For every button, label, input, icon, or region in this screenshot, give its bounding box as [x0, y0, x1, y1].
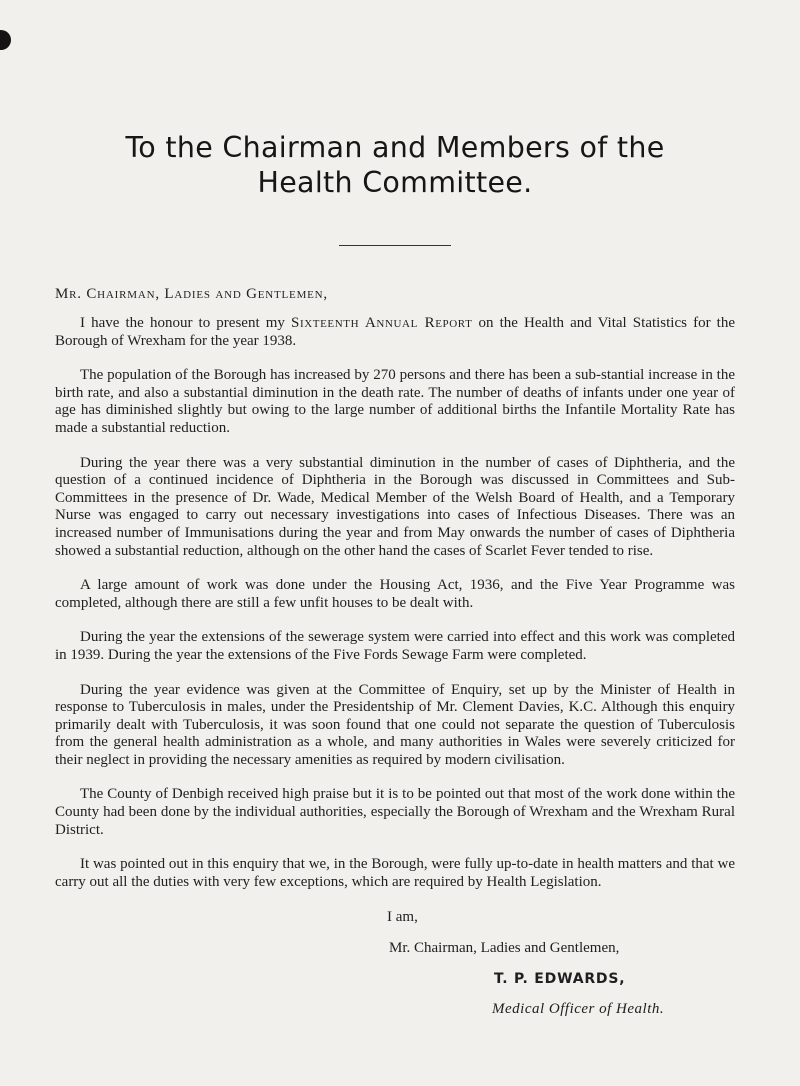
page-title	[55, 130, 735, 200]
title-line-1: To the Chairman and Members of the	[125, 131, 665, 164]
paragraph-legislation: It was pointed out in this enquiry that we, in the Borough, were fully up-to-date in health matters and that we carry out all the duties with very few exceptions, which are required by Health Legislation.	[55, 856, 735, 890]
signature: T. P. EDWARDS,	[494, 971, 626, 988]
paragraph-introduction	[55, 315, 735, 350]
paragraph-sewerage: During the year the extensions of the sewerage system were carried into effect and this work was completed in 1939. During the year the extensions of the Five Fords Sewage Farm were completed.	[55, 629, 735, 663]
paragraph-denbigh: The County of Denbigh received high praise but it is to be pointed out that most of the work done within the County had been done by the individual authorities, especially the Borough of Wrexham and the Wrexham Rural District.	[55, 786, 735, 838]
closing-line: I am,	[387, 909, 418, 926]
paragraph-population: The population of the Borough has increased by 270 persons and there has been a sub-stantial increase in the birth rate, and also a substantial diminution in the death rate. The number of deaths of infants under one year of age has diminished slightly but owing to the large number of additional births the Infantile Mortality Rate has made a substantial reduction.	[55, 367, 735, 436]
report-name: Sixteenth Annual Report	[291, 315, 473, 331]
title-line-2: Health Committee.	[257, 166, 533, 199]
title-divider	[339, 245, 451, 246]
salutation: Mr. Chairman, Ladies and Gentlemen,	[55, 286, 328, 302]
paragraph-housing: A large amount of work was done under the Housing Act, 1936, and the Five Year Programme was completed, although there are still a few unfit houses to be dealt with.	[55, 577, 735, 611]
report-page	[55, 130, 735, 1018]
punch-hole	[0, 30, 11, 50]
closing-address: Mr. Chairman, Ladies and Gentlemen,	[389, 940, 620, 957]
intro-text-start: I have the honour to present my	[80, 315, 291, 331]
intro-text-end: on the Health and Vital Statistics for the Borough of Wrexham for the year 1938.	[55, 315, 735, 349]
officer-title: Medical Officer of Health.	[492, 1001, 665, 1018]
paragraph-enquiry: During the year evidence was given at the Committee of Enquiry, set up by the Minister of Health in response to Tuberculosis in males, under the Presidentship of Mr. Clement Davies, K.C. Although this enquiry primarily dealt with Tuberculosis, it was soon found that one could not separate the question of Tuberculosis from the general health administration as a whole, and many authorities in Wales were severely criticized for their neglect in providing the necessary amenities as required by modern civilisation.	[55, 681, 735, 768]
paragraph-diphtheria: During the year there was a very substantial diminution in the number of cases of Diphtheria, and the question of a continued incidence of Diphtheria in the Borough was discussed in Committees and Sub-Committees in the presence of Dr. Wade, Medical Member of the Welsh Board of Health, and a Temporary Nurse was engaged to carry out necessary investigations into cases of Infectious Diseases. There was an increased number of Immunisations during the year and from May onwards the number of cases of Diphtheria showed a substantial reduction, although on the other hand the cases of Scarlet Fever tended to rise.	[55, 454, 735, 559]
